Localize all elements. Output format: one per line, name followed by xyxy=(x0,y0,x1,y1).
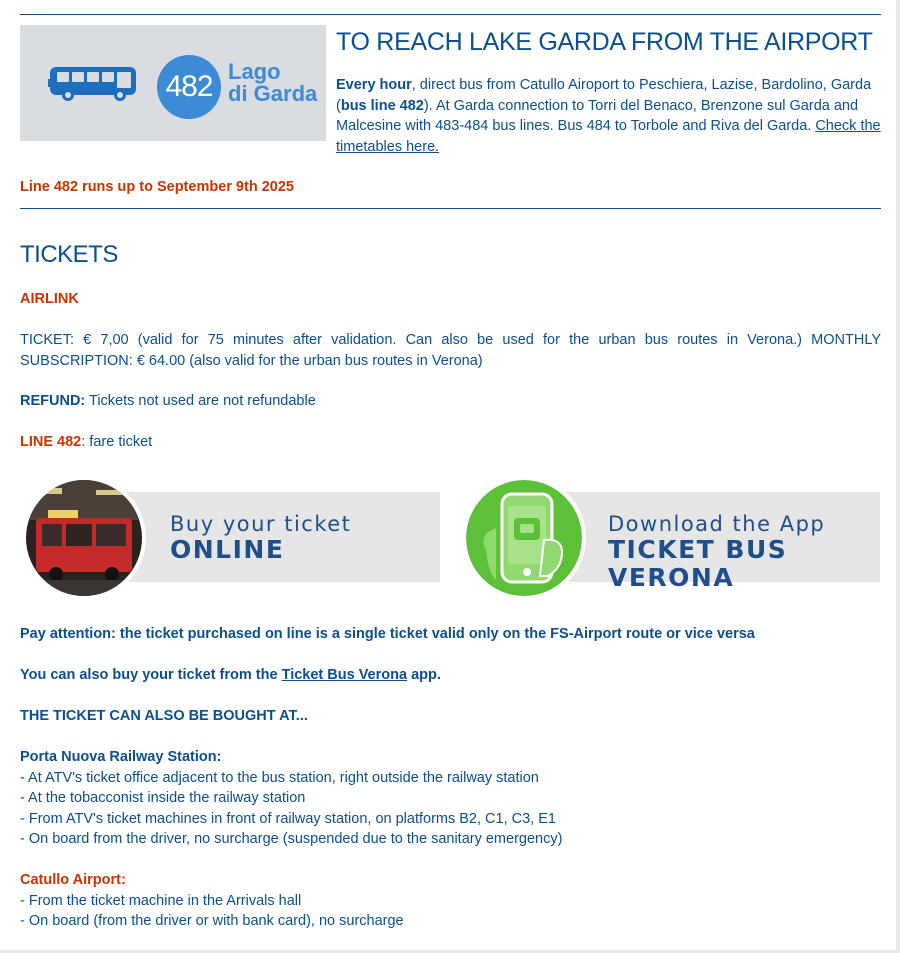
list-item: - At the tobacconist inside the railway station xyxy=(20,790,306,806)
timetables-link[interactable]: Check the timetables here. xyxy=(336,118,881,155)
download-app-banner[interactable] xyxy=(462,476,882,600)
app-purchase-note: You can also buy your ticket from the Ticket Bus Verona app. xyxy=(20,667,441,683)
airlink-label: AIRLINK xyxy=(20,291,79,307)
list-item: - From ATV's ticket machines in front of railway station, on platforms B2, C1, C3, E1 xyxy=(20,810,556,827)
list-item: - From the ticket machine in the Arrivals hall xyxy=(20,892,302,909)
section-divider xyxy=(20,208,881,209)
ticket-bus-verona-link[interactable]: Ticket Bus Verona xyxy=(281,667,408,683)
top-divider xyxy=(20,14,881,15)
list-item: - On board from the driver, no surcharge (suspended due to the sanitary emergency) xyxy=(20,831,563,847)
bus-photo xyxy=(26,480,142,596)
lago-di-garda-logo: Lago di Garda xyxy=(228,59,318,106)
bus-icon xyxy=(48,65,138,103)
promo-online-line1: Buy your ticket xyxy=(170,512,352,536)
line-482-fare: LINE 482: fare ticket xyxy=(20,434,153,450)
catullo-section xyxy=(20,870,881,932)
line-number-badge: 482 xyxy=(157,55,221,119)
promo-app-line1: Download the App xyxy=(608,512,826,536)
line-482-banner xyxy=(20,25,326,141)
tickets-title: TICKETS xyxy=(20,241,118,268)
airport-section-title: TO REACH LAKE GARDA FROM THE AIRPORT xyxy=(336,28,873,56)
also-bought-heading: THE TICKET CAN ALSO BE BOUGHT AT... xyxy=(20,708,308,724)
promo-app-line2: TICKET BUS VERONA xyxy=(608,535,788,592)
list-item: - On board (from the driver or with bank card), no surcharge xyxy=(20,913,404,929)
porta-nuova-section xyxy=(20,747,881,850)
porta-nuova-title: Porta Nuova Railway Station: xyxy=(20,749,222,765)
line-482-note: Line 482 runs up to September 9th 2025 xyxy=(20,179,294,195)
ticket-price-text: TICKET: € 7,00 (valid for 75 minutes after validation. Can also be used for the urban bus routes in Verona.) MONTHLY SUBSCRIPTION: € 64.00 (also valid for the urban bus routes in Verona) xyxy=(20,332,881,369)
catullo-title: Catullo Airport: xyxy=(20,872,126,888)
refund-text: REFUND: Tickets not used are not refundable xyxy=(20,393,316,409)
airport-intro: Every hour, direct bus from Catullo Airoport to Peschiera, Lazise, Bardolino, Garda (bus line 482). At Garda connection to Torri del Benaco, Brenzone sul Garda and Malcesine with 483-484 bus lines. Bus 484 to Torbole and Riva del Garda. Check the timetables here. xyxy=(336,77,881,155)
pay-attention-note: Pay attention: the ticket purchased on line is a single ticket valid only on the FS-Airport route or vice versa xyxy=(20,626,755,642)
list-item: - At ATV's ticket office adjacent to the bus station, right outside the railway station xyxy=(20,769,539,786)
buy-ticket-online-banner[interactable] xyxy=(22,476,442,600)
promo-online-line2: ONLINE xyxy=(170,535,285,564)
phone-app-icon xyxy=(466,480,582,596)
scrollbar-track[interactable] xyxy=(896,0,900,953)
